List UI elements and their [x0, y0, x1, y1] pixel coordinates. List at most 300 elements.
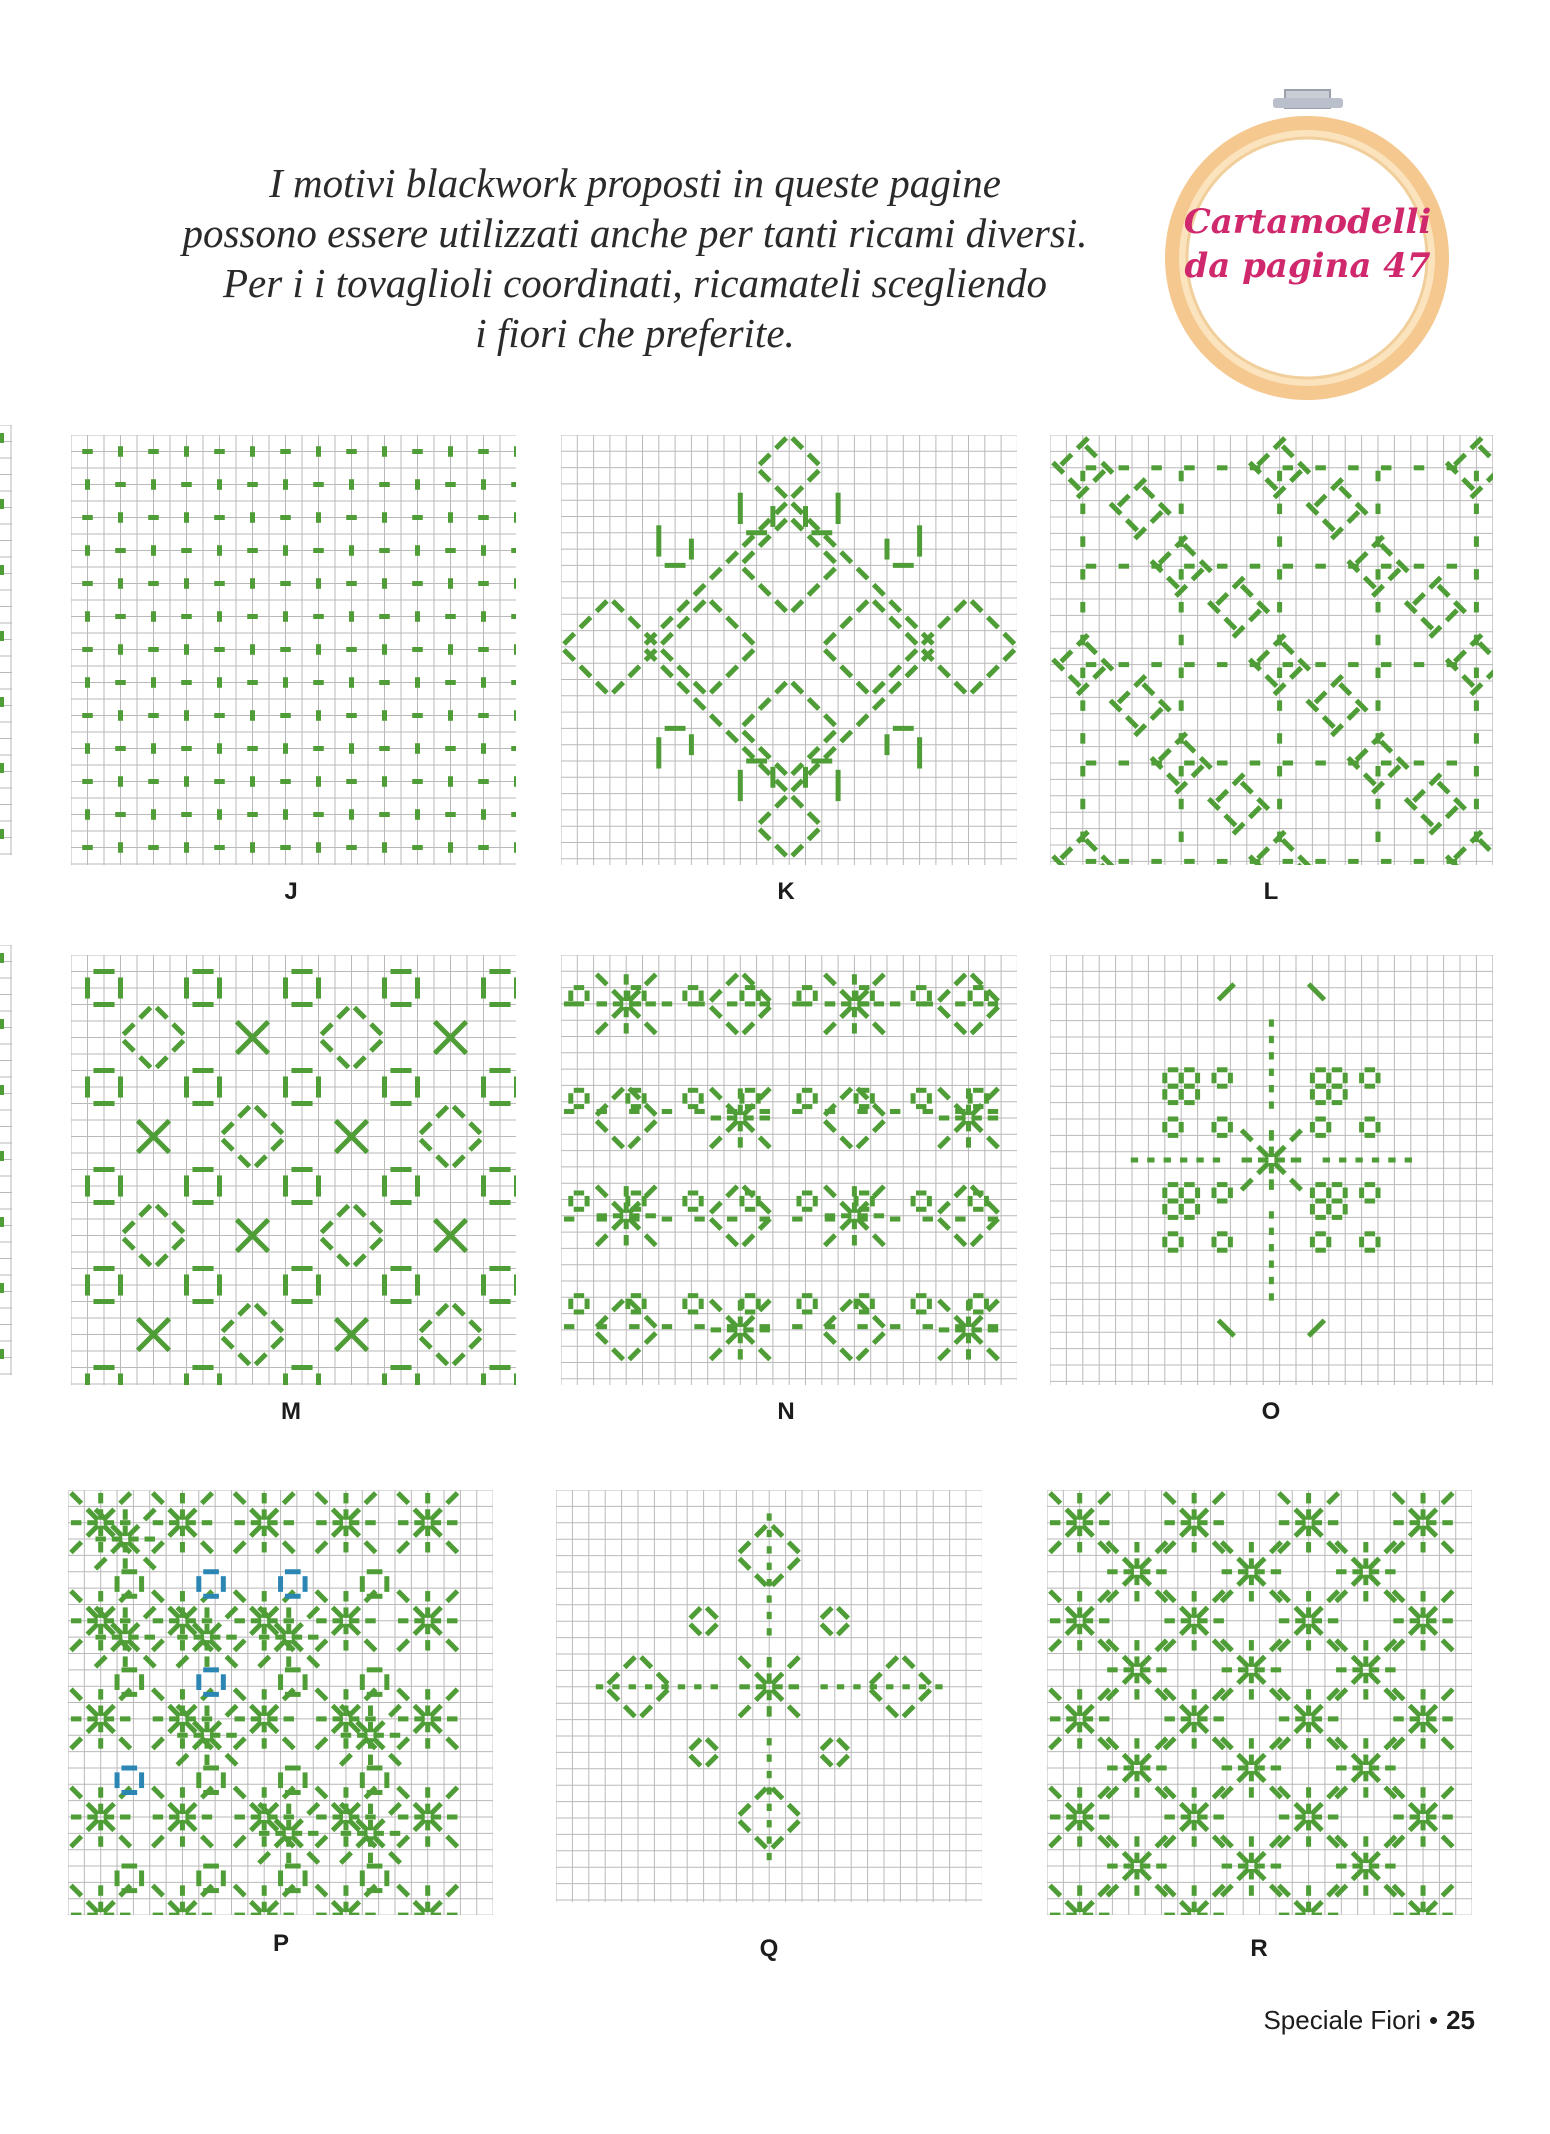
stitch	[662, 617, 672, 627]
stitch	[825, 1235, 835, 1245]
stitch	[874, 585, 884, 595]
stitch	[1295, 1722, 1305, 1732]
intro-line-1: I motivi blackwork proposti in queste pagine	[269, 160, 1001, 206]
stitch	[431, 1509, 441, 1519]
stitch	[321, 1222, 332, 1233]
stitch	[874, 1333, 884, 1343]
stitch	[1164, 1493, 1174, 1503]
stitch	[776, 780, 786, 790]
stitch	[743, 536, 753, 546]
stitch	[597, 1121, 607, 1131]
stitch	[808, 813, 818, 823]
stitch	[743, 1317, 753, 1327]
stitch	[1050, 1493, 1060, 1503]
stitch	[234, 1885, 244, 1895]
stitch	[1066, 1722, 1076, 1732]
stitch	[371, 1024, 382, 1035]
stitch	[841, 1300, 851, 1310]
stitch	[1181, 1624, 1191, 1634]
stitch	[255, 1156, 266, 1167]
stitch	[87, 1820, 97, 1830]
stitch	[711, 1219, 721, 1229]
stitch	[398, 1542, 408, 1552]
stitch	[657, 1673, 667, 1683]
stitch	[613, 1219, 623, 1229]
stitch	[222, 1321, 233, 1332]
stitch	[1312, 1902, 1322, 1912]
stitch	[776, 519, 786, 529]
stitch	[1312, 1526, 1322, 1536]
stitch	[690, 1624, 700, 1634]
stitch	[920, 1690, 930, 1700]
stitch	[760, 1349, 770, 1359]
stitch	[825, 536, 835, 546]
stitch	[153, 1640, 163, 1650]
stitch	[470, 1337, 481, 1348]
stitch-grid	[556, 1490, 982, 1902]
stitch	[841, 552, 851, 562]
stitch	[470, 1321, 481, 1332]
pattern-panel-r	[1047, 1490, 1472, 1915]
stitch	[597, 974, 607, 984]
stitch	[1083, 1526, 1093, 1536]
stitch	[1309, 1320, 1325, 1336]
stitch	[333, 1607, 343, 1617]
stitch	[447, 1836, 457, 1846]
stitch	[808, 519, 818, 529]
stitch	[437, 1106, 448, 1117]
stitch	[841, 666, 851, 676]
stitch	[874, 601, 884, 611]
stitch	[140, 1255, 151, 1266]
stitch	[613, 991, 623, 1001]
stitch	[371, 1238, 382, 1249]
stitch	[371, 1040, 382, 1051]
stitch	[874, 1121, 884, 1131]
stitch	[1410, 1804, 1420, 1814]
stitch	[756, 1788, 766, 1798]
stitch	[772, 1788, 782, 1798]
stitch	[739, 1657, 749, 1667]
stitch	[414, 1624, 424, 1634]
stitch	[1050, 1542, 1060, 1552]
stitch	[789, 1805, 799, 1815]
stitch	[1004, 650, 1014, 660]
stitch	[629, 617, 639, 627]
stitch	[1083, 1509, 1093, 1519]
stitch	[333, 1624, 343, 1634]
pattern-panel-m	[71, 955, 516, 1385]
pattern-label-r: R	[1250, 1935, 1268, 1962]
stitch	[903, 1706, 913, 1716]
stitch	[1295, 1526, 1305, 1536]
stitch	[971, 1023, 981, 1033]
stitch	[349, 1624, 359, 1634]
stitch-grid	[1050, 435, 1493, 865]
stitch	[153, 1836, 163, 1846]
stitch	[955, 682, 965, 692]
footer-separator: •	[1428, 2005, 1439, 2035]
stitch	[87, 1902, 97, 1912]
stitch	[1050, 1885, 1060, 1895]
stitch	[1312, 1509, 1322, 1519]
stitch	[447, 1787, 457, 1797]
stitch	[776, 487, 786, 497]
badge-line-2: da pagina 47	[1184, 246, 1431, 286]
stitch	[414, 1509, 424, 1519]
stitch	[420, 1139, 431, 1150]
stitch	[255, 1106, 266, 1117]
stitch	[1312, 1705, 1322, 1715]
stitch	[1442, 1493, 1452, 1503]
stitch	[1426, 1722, 1436, 1732]
stitch	[694, 682, 704, 692]
stitch	[1213, 1493, 1223, 1503]
stitch	[156, 1205, 167, 1216]
stitch	[857, 1300, 867, 1310]
stitch-grid	[1047, 1490, 1472, 1915]
stitch	[743, 1235, 753, 1245]
stitch	[955, 1186, 965, 1196]
stitch	[1099, 1493, 1109, 1503]
stitch	[939, 1219, 949, 1229]
stitch	[564, 634, 574, 644]
stitch	[1312, 1624, 1322, 1634]
stitch	[971, 1317, 981, 1327]
stitch	[202, 1493, 212, 1503]
stitch	[239, 1106, 250, 1117]
stitch	[841, 1007, 851, 1017]
stitch	[349, 1902, 359, 1912]
stitch	[988, 1202, 998, 1212]
stitch	[283, 1738, 293, 1748]
stitch	[156, 1057, 167, 1068]
stitch	[707, 1755, 717, 1765]
stitch	[153, 1689, 163, 1699]
stitch	[1197, 1509, 1207, 1519]
stitch	[398, 1836, 408, 1846]
pattern-label-m: M	[281, 1398, 301, 1425]
stitch	[1050, 1836, 1060, 1846]
stitch	[239, 1354, 250, 1365]
stitch	[825, 748, 835, 758]
stitch	[1488, 471, 1493, 481]
stitch	[234, 1836, 244, 1846]
stitch	[1442, 1640, 1452, 1650]
stitch	[1197, 1526, 1207, 1536]
stitch	[906, 617, 916, 627]
stitch	[414, 1705, 424, 1715]
stitch	[202, 1542, 212, 1552]
stitch	[1312, 1820, 1322, 1830]
stitch	[564, 650, 574, 660]
stitch	[420, 1321, 431, 1332]
stitch	[662, 666, 672, 676]
stitch	[251, 1624, 261, 1634]
stitch	[662, 650, 672, 660]
stitch	[821, 1739, 831, 1749]
stitch	[613, 1007, 623, 1017]
stitch	[283, 1542, 293, 1552]
stitch	[662, 634, 672, 644]
stitch	[1488, 668, 1493, 678]
stitch	[772, 1837, 782, 1847]
stitch	[169, 1820, 179, 1830]
stitch	[955, 601, 965, 611]
page-number: 25	[1446, 2005, 1475, 2035]
stitch	[333, 1902, 343, 1912]
stitch	[267, 1526, 277, 1536]
stitch	[890, 601, 900, 611]
stitch	[1279, 1493, 1289, 1503]
stitch	[711, 1088, 721, 1098]
stitch	[431, 1607, 441, 1617]
stitch	[776, 438, 786, 448]
stitch	[153, 1493, 163, 1503]
stitch	[1181, 1509, 1191, 1519]
stitch	[1295, 1705, 1305, 1715]
stitch	[939, 1007, 949, 1017]
stitch	[104, 1902, 114, 1912]
stitch	[1083, 1607, 1093, 1617]
stitch	[156, 1255, 167, 1266]
stitch	[87, 1705, 97, 1715]
stitch	[316, 1591, 326, 1601]
stitch	[185, 1509, 195, 1519]
stitch	[169, 1526, 179, 1536]
stitch	[711, 1007, 721, 1017]
stitch	[1083, 1624, 1093, 1634]
stitch	[857, 715, 867, 725]
stitch	[173, 1024, 184, 1035]
stitch	[727, 617, 737, 627]
stitch	[939, 1088, 949, 1098]
stitch	[316, 1738, 326, 1748]
stitch	[743, 1333, 753, 1343]
stitch	[321, 1238, 332, 1249]
stitch	[239, 1304, 250, 1315]
stitch	[398, 1738, 408, 1748]
stitch	[841, 1219, 851, 1229]
stitch	[1295, 1804, 1305, 1814]
stitch	[597, 682, 607, 692]
stitch	[1295, 1624, 1305, 1634]
stitch	[431, 1705, 441, 1715]
stitch	[234, 1591, 244, 1601]
stitch	[760, 699, 770, 709]
stitch	[185, 1526, 195, 1536]
stitch	[808, 585, 818, 595]
stitch	[743, 1023, 753, 1033]
stitch	[123, 1222, 134, 1233]
stitch	[760, 813, 770, 823]
stitch	[71, 1738, 81, 1748]
stitch	[776, 797, 786, 807]
stitch	[1410, 1607, 1420, 1617]
stitch	[185, 1820, 195, 1830]
stitch	[678, 666, 688, 676]
stitch	[760, 536, 770, 546]
stitch	[629, 1137, 639, 1147]
footer-section-name: Speciale Fiori	[1263, 2005, 1421, 2035]
pattern-label-o: O	[1261, 1398, 1281, 1425]
stitch	[437, 1156, 448, 1167]
stitch	[711, 1349, 721, 1359]
pattern-label-k: K	[777, 878, 795, 905]
stitch	[613, 682, 623, 692]
stitch	[1442, 1542, 1452, 1552]
stitch	[955, 1023, 965, 1033]
stitch	[792, 487, 802, 497]
stitch	[1426, 1705, 1436, 1715]
stitch	[971, 682, 981, 692]
stitch	[808, 536, 818, 546]
stitch-grid	[561, 435, 1017, 865]
stitch	[431, 1820, 441, 1830]
stitch	[707, 1624, 717, 1634]
stitch	[580, 666, 590, 676]
stitch	[776, 845, 786, 855]
stitch	[354, 1255, 365, 1266]
stitch	[1066, 1526, 1076, 1536]
stitch	[267, 1722, 277, 1732]
stitch	[1295, 1902, 1305, 1912]
stitch	[890, 617, 900, 627]
stitch	[841, 1202, 851, 1212]
stitch	[272, 1321, 283, 1332]
stitch	[739, 1821, 749, 1831]
stitch	[1410, 1820, 1420, 1830]
stitch	[87, 1526, 97, 1536]
stitch	[939, 1202, 949, 1212]
stitch	[821, 1755, 831, 1765]
stitch	[727, 731, 737, 741]
stitch	[1218, 1320, 1234, 1336]
stitch	[414, 1722, 424, 1732]
stitch	[838, 1624, 848, 1634]
stitch	[123, 1040, 134, 1051]
stitch	[267, 1509, 277, 1519]
stitch	[316, 1885, 326, 1895]
stitch	[887, 1706, 897, 1716]
stitch	[272, 1123, 283, 1134]
pattern-panel-q	[556, 1490, 982, 1902]
pattern-label-l: L	[1263, 878, 1279, 905]
stitch	[727, 1333, 737, 1343]
stitch	[580, 617, 590, 627]
stitch	[760, 991, 770, 1001]
stitch	[1426, 1607, 1436, 1617]
stitch	[821, 1608, 831, 1618]
stitch	[414, 1607, 424, 1617]
stitch	[1442, 1885, 1452, 1895]
stitch	[185, 1804, 195, 1814]
stitch	[333, 1722, 343, 1732]
stitch	[838, 1608, 848, 1618]
stitch	[988, 666, 998, 676]
stitch	[1050, 1689, 1060, 1699]
stitch	[629, 991, 639, 1001]
stitch	[316, 1640, 326, 1650]
stitch	[140, 1057, 151, 1068]
stitch	[1410, 1509, 1420, 1519]
stitch	[255, 1354, 266, 1365]
stitch	[420, 1123, 431, 1134]
stitch	[988, 991, 998, 1001]
stitch	[776, 682, 786, 692]
stitch	[123, 1238, 134, 1249]
stitch	[756, 1526, 766, 1536]
embroidery-hoop-badge	[1155, 80, 1460, 410]
stitch	[792, 503, 802, 513]
stitch	[1181, 1526, 1191, 1536]
stitch	[1442, 1787, 1452, 1797]
stitch	[971, 601, 981, 611]
stitch	[678, 617, 688, 627]
stitch	[333, 1509, 343, 1519]
stitch	[420, 1337, 431, 1348]
stitch	[838, 1755, 848, 1765]
stitch	[1083, 1902, 1093, 1912]
stitch	[988, 1349, 998, 1359]
stitch	[251, 1722, 261, 1732]
stitch	[338, 1255, 349, 1266]
stitch	[988, 1300, 998, 1310]
stitch	[153, 1738, 163, 1748]
pattern-label-p: P	[272, 1930, 289, 1957]
stitch	[711, 1202, 721, 1212]
stitch	[756, 1837, 766, 1847]
stitch	[1197, 1722, 1207, 1732]
stitch	[694, 699, 704, 709]
stitch	[234, 1640, 244, 1650]
stitch	[431, 1624, 441, 1634]
stitch	[743, 715, 753, 725]
stitch	[1066, 1509, 1076, 1519]
stitch	[694, 601, 704, 611]
stitch	[1410, 1722, 1420, 1732]
stitch	[841, 731, 851, 741]
stitch	[792, 764, 802, 774]
stitch	[87, 1624, 97, 1634]
stitch	[971, 1121, 981, 1131]
stitch	[1181, 1607, 1191, 1617]
stitch	[1295, 1509, 1305, 1519]
stitch	[690, 1739, 700, 1749]
stitch	[988, 1137, 998, 1147]
stitch	[825, 1186, 835, 1196]
stitch	[955, 1333, 965, 1343]
stitch	[338, 1205, 349, 1216]
stitch	[169, 1509, 179, 1519]
stitch	[470, 1123, 481, 1134]
stitch	[153, 1542, 163, 1552]
stitch	[776, 764, 786, 774]
stitch	[597, 1186, 607, 1196]
pattern-panel-p	[68, 1490, 493, 1915]
stitch	[825, 1333, 835, 1343]
stitch	[838, 1739, 848, 1749]
stitch	[792, 519, 802, 529]
stitch	[760, 1300, 770, 1310]
stitch	[1426, 1902, 1436, 1912]
stitch	[903, 1657, 913, 1667]
stitch	[222, 1139, 233, 1150]
stitch	[808, 829, 818, 839]
stitch	[760, 829, 770, 839]
pattern-panel-k	[561, 435, 1017, 865]
stitch	[316, 1836, 326, 1846]
